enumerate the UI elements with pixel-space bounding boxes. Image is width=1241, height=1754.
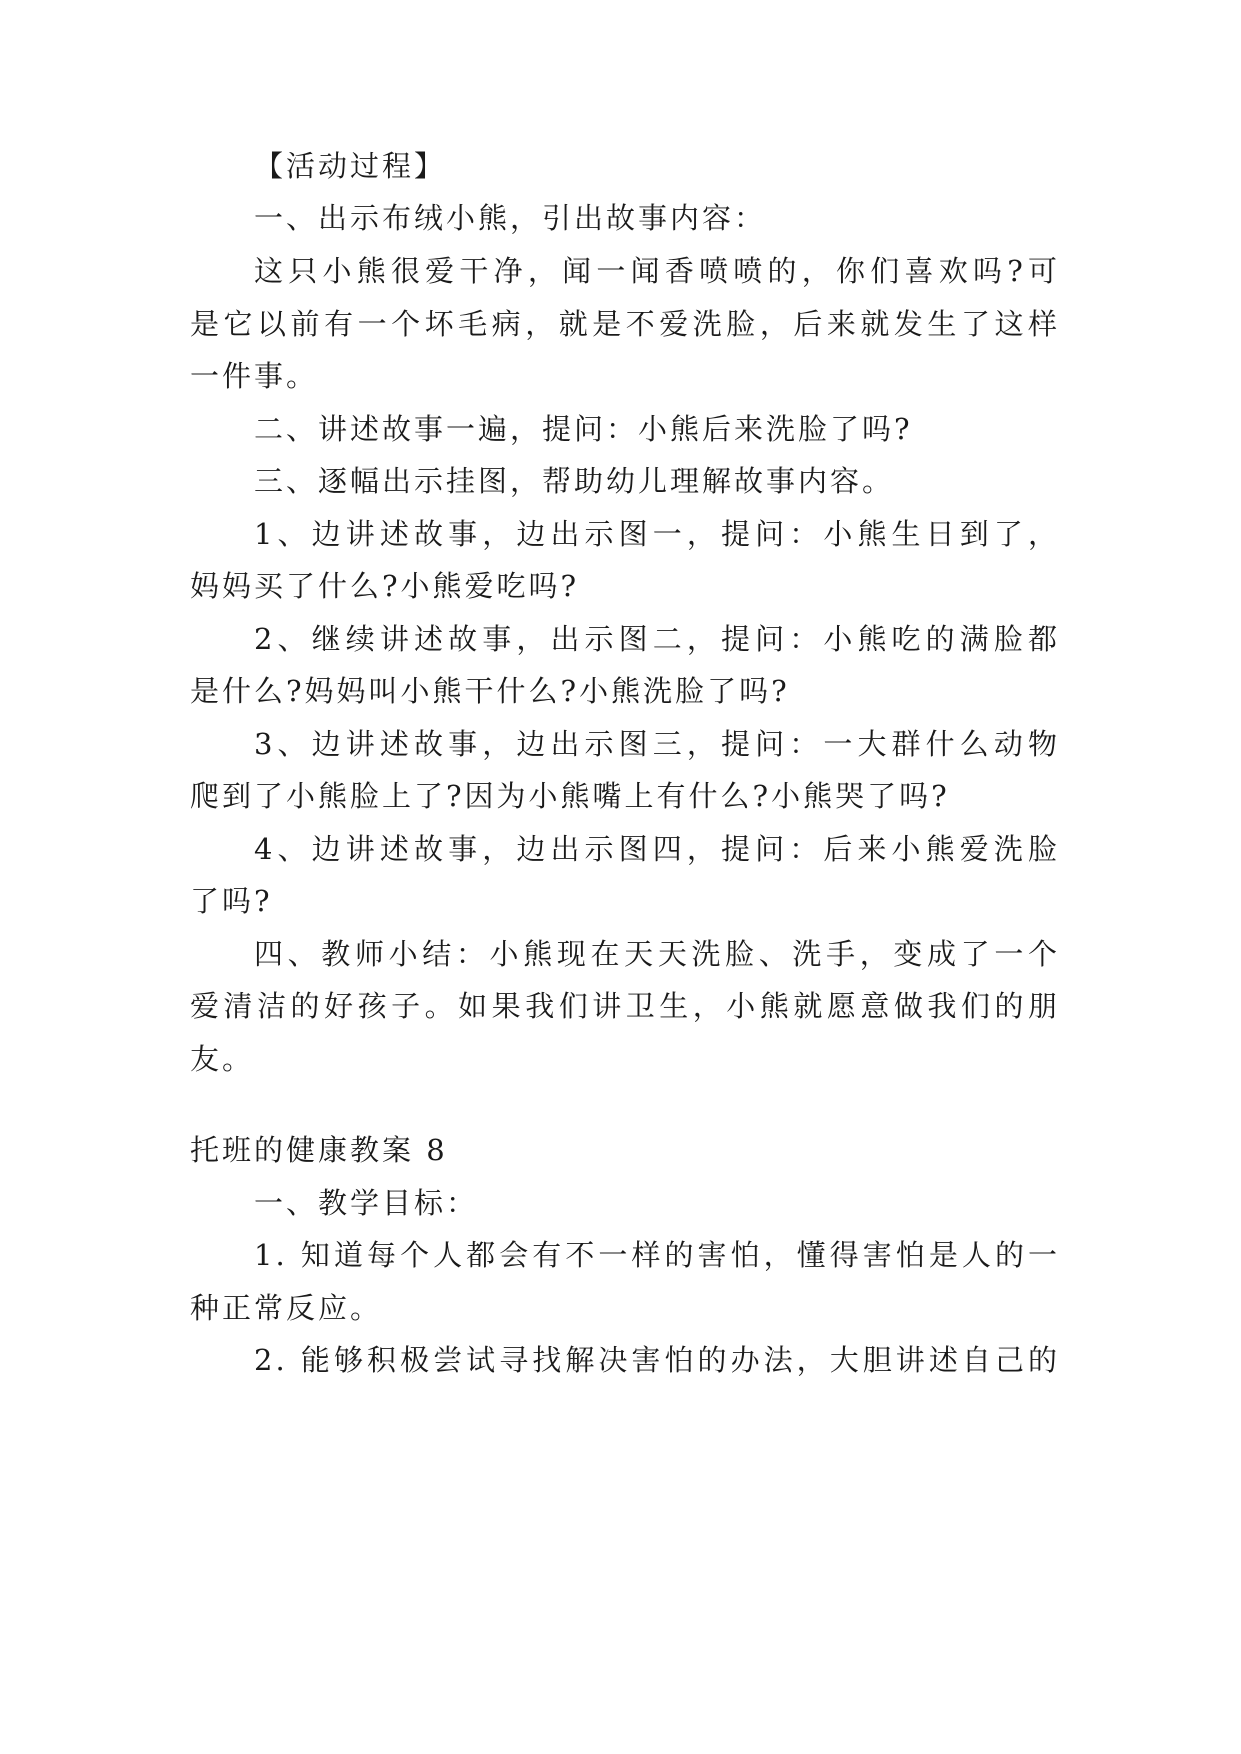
paragraph-line: 一、教学目标： <box>254 1186 479 1220</box>
paragraph-line: 三、逐幅出示挂图，帮助幼儿理解故事内容。 <box>254 464 895 498</box>
paragraph-line: 2、继续讲述故事，出示图二，提问：小熊吃的满脸都 <box>254 622 1060 656</box>
paragraph-line: 爱清洁的好孩子。如果我们讲卫生，小熊就愿意做我们的朋 <box>190 989 1060 1023</box>
paragraph-line: 爬到了小熊脸上了?因为小熊嘴上有什么?小熊哭了吗? <box>190 779 950 813</box>
paragraph-line: 这只小熊很爱干净，闻一闻香喷喷的，你们喜欢吗?可 <box>254 254 1060 288</box>
paragraph-line: 友。 <box>190 1042 255 1076</box>
paragraph-line: 了吗? <box>190 884 273 918</box>
paragraph-line: 1. 知道每个人都会有不一样的害怕，懂得害怕是人的一 <box>254 1238 1060 1272</box>
paragraph-line: 是什么?妈妈叫小熊干什么?小熊洗脸了吗? <box>190 674 790 708</box>
paragraph-line: 是它以前有一个坏毛病，就是不爱洗脸，后来就发生了这样 <box>190 307 1060 341</box>
paragraph-line: 二、讲述故事一遍，提问：小熊后来洗脸了吗? <box>254 412 913 446</box>
paragraph-line: 一、出示布绒小熊，引出故事内容： <box>254 201 767 235</box>
paragraph-line: 4、边讲述故事，边出示图四，提问：后来小熊爱洗脸 <box>254 832 1060 866</box>
paragraph-line: 一件事。 <box>190 359 319 393</box>
paragraph-line: 3、边讲述故事，边出示图三，提问：一大群什么动物 <box>254 727 1060 761</box>
paragraph-line: 种正常反应。 <box>190 1291 383 1325</box>
plan-title: 托班的健康教案 8 <box>190 1133 448 1167</box>
paragraph-line: 妈妈买了什么?小熊爱吃吗? <box>190 569 580 603</box>
section-heading: 【活动过程】 <box>254 149 447 183</box>
paragraph-line: 四、教师小结：小熊现在天天洗脸、洗手，变成了一个 <box>254 937 1060 971</box>
paragraph-line: 1、边讲述故事，边出示图一，提问：小熊生日到了， <box>254 517 1060 551</box>
paragraph-line: 2. 能够积极尝试寻找解决害怕的办法，大胆讲述自己的 <box>254 1343 1060 1377</box>
